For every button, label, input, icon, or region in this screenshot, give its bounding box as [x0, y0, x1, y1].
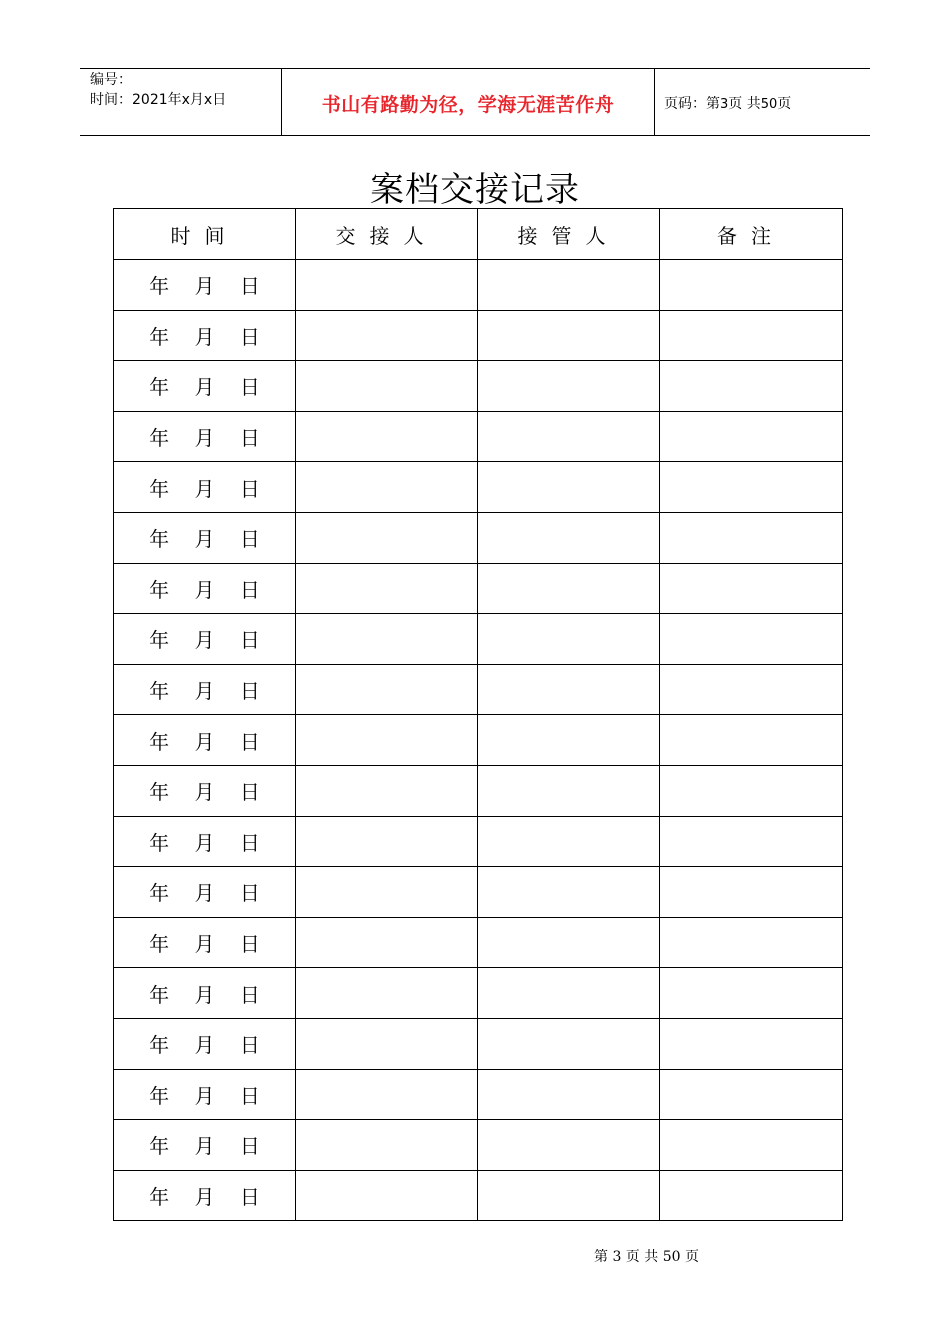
note-cell[interactable]: [660, 1069, 843, 1120]
date-cell: 年 月 日: [114, 614, 296, 665]
receiver-cell[interactable]: [478, 614, 660, 665]
date-cell: 年 月 日: [114, 664, 296, 715]
handover-cell[interactable]: [296, 260, 478, 311]
handover-cell[interactable]: [296, 715, 478, 766]
handover-cell[interactable]: [296, 411, 478, 462]
note-cell[interactable]: [660, 816, 843, 867]
handover-cell[interactable]: [296, 917, 478, 968]
page-footer: 第 3 页 共 50 页: [594, 1249, 699, 1265]
date-cell: 年 月 日: [114, 563, 296, 614]
column-header-time: 时间: [114, 209, 296, 260]
date-cell: 年 月 日: [114, 260, 296, 311]
table-row: [114, 917, 843, 968]
table-row: [114, 664, 843, 715]
note-cell[interactable]: [660, 462, 843, 513]
date-cell: 年 月 日: [114, 816, 296, 867]
handover-cell[interactable]: [296, 1069, 478, 1120]
table-row: [114, 260, 843, 311]
date-cell: 年 月 日: [114, 310, 296, 361]
table-row: [114, 867, 843, 918]
receiver-cell[interactable]: [478, 563, 660, 614]
receiver-cell[interactable]: [478, 361, 660, 412]
table-row: [114, 614, 843, 665]
date-cell: 年 月 日: [114, 411, 296, 462]
table-row: [114, 563, 843, 614]
receiver-cell[interactable]: [478, 260, 660, 311]
handover-cell[interactable]: [296, 512, 478, 563]
date-cell: 年 月 日: [114, 1069, 296, 1120]
receiver-cell[interactable]: [478, 310, 660, 361]
handover-cell[interactable]: [296, 1170, 478, 1221]
note-cell[interactable]: [660, 917, 843, 968]
receiver-cell[interactable]: [478, 1120, 660, 1171]
note-cell[interactable]: [660, 260, 843, 311]
table-row: [114, 310, 843, 361]
date-cell: 年 月 日: [114, 1120, 296, 1171]
handover-cell[interactable]: [296, 361, 478, 412]
note-cell[interactable]: [660, 411, 843, 462]
handover-cell[interactable]: [296, 765, 478, 816]
date-cell: 年 月 日: [114, 462, 296, 513]
column-header-receiver: 接管人: [478, 209, 660, 260]
note-cell[interactable]: [660, 1120, 843, 1171]
table-row: [114, 968, 843, 1019]
header-page-prefix: 页码：第: [664, 96, 720, 112]
table-row: [114, 1018, 843, 1069]
handover-cell[interactable]: [296, 614, 478, 665]
header-page-mid: 页 共: [728, 96, 761, 112]
handover-cell[interactable]: [296, 563, 478, 614]
header-page-suffix: 页: [777, 96, 792, 112]
date-cell: 年 月 日: [114, 917, 296, 968]
receiver-cell[interactable]: [478, 917, 660, 968]
handover-cell[interactable]: [296, 664, 478, 715]
header-divider-right: [654, 68, 655, 135]
note-cell[interactable]: [660, 968, 843, 1019]
date-cell: 年 月 日: [114, 765, 296, 816]
header-motto: 书山有路勤为径，学海无涯苦作舟: [321, 94, 615, 116]
note-cell[interactable]: [660, 715, 843, 766]
column-header-handover-person: 交接人: [296, 209, 478, 260]
table-header-row: [114, 209, 843, 260]
header-page-info: [664, 93, 791, 113]
note-cell[interactable]: [660, 310, 843, 361]
receiver-cell[interactable]: [478, 715, 660, 766]
header-bottom-rule: [80, 135, 870, 136]
note-cell[interactable]: [660, 361, 843, 412]
receiver-cell[interactable]: [478, 512, 660, 563]
table-body: [114, 260, 843, 1221]
handover-cell[interactable]: [296, 1120, 478, 1171]
note-cell[interactable]: [660, 765, 843, 816]
handover-cell[interactable]: [296, 1018, 478, 1069]
note-cell[interactable]: [660, 1170, 843, 1221]
table-row: [114, 361, 843, 412]
receiver-cell[interactable]: [478, 1170, 660, 1221]
table-row: [114, 512, 843, 563]
receiver-cell[interactable]: [478, 765, 660, 816]
header-meta: [90, 70, 226, 110]
table-row: [114, 1120, 843, 1171]
header-page-current: 3: [720, 97, 729, 112]
table-row: [114, 462, 843, 513]
date-cell: 年 月 日: [114, 715, 296, 766]
table-row: [114, 715, 843, 766]
date-cell: 年 月 日: [114, 1018, 296, 1069]
handover-cell[interactable]: [296, 867, 478, 918]
receiver-cell[interactable]: [478, 1018, 660, 1069]
table-row: [114, 816, 843, 867]
table-row: [114, 1069, 843, 1120]
date-cell: 年 月 日: [114, 867, 296, 918]
date-cell: 年 月 日: [114, 968, 296, 1019]
receiver-cell[interactable]: [478, 1069, 660, 1120]
document-title: 案档交接记录: [370, 170, 580, 210]
note-cell[interactable]: [660, 614, 843, 665]
note-cell[interactable]: [660, 563, 843, 614]
date-cell: 年 月 日: [114, 1170, 296, 1221]
header-number-label: 编号：: [90, 72, 132, 88]
note-cell[interactable]: [660, 867, 843, 918]
receiver-cell[interactable]: [478, 968, 660, 1019]
date-cell: 年 月 日: [114, 512, 296, 563]
receiver-cell[interactable]: [478, 867, 660, 918]
receiver-cell[interactable]: [478, 411, 660, 462]
table-row: [114, 1170, 843, 1221]
table-row: [114, 411, 843, 462]
note-cell[interactable]: [660, 1018, 843, 1069]
handover-cell[interactable]: [296, 816, 478, 867]
handover-log-table: [113, 208, 843, 1221]
receiver-cell[interactable]: [478, 664, 660, 715]
note-cell[interactable]: [660, 512, 843, 563]
date-cell: 年 月 日: [114, 361, 296, 412]
header-top-rule: [80, 68, 870, 69]
handover-cell[interactable]: [296, 968, 478, 1019]
table-row: [114, 765, 843, 816]
header-page-total: 50: [760, 97, 778, 112]
receiver-cell[interactable]: [478, 816, 660, 867]
column-header-note: 备注: [660, 209, 843, 260]
header-time-label: 时间：2021年x月x日: [90, 92, 227, 108]
note-cell[interactable]: [660, 664, 843, 715]
handover-cell[interactable]: [296, 462, 478, 513]
handover-cell[interactable]: [296, 310, 478, 361]
receiver-cell[interactable]: [478, 462, 660, 513]
